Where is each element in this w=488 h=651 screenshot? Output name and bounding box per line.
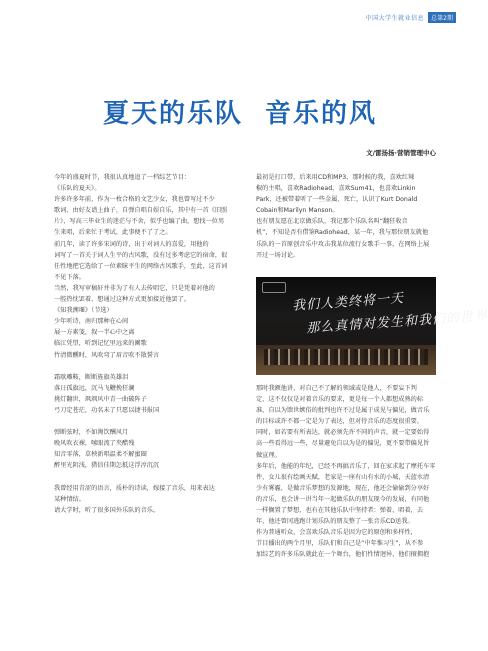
paragraph-line: 少有雾霾，是做音乐梦想的发源地，现在，他还会偷偷到分享好 [256,484,430,492]
paragraph-line: 多年后，他能的年纪，已经不再搞音乐了，回在家求起了摩托车零 [256,462,436,470]
paragraph-line: 不见下落。 [54,273,85,281]
paragraph-line: 晚风吹衣裸，嗦眼流了夹醋残 [54,440,135,448]
left-column [54,172,236,516]
paragraph-line: 最初是打口带，后来用CD和MP3，那时候的我，喜欢红辣 [256,174,415,181]
paragraph-line: 定，这不仅仅是对着音乐的要求，更是每一个人都想成熟的标 [256,396,424,404]
paragraph-line: Park，还被带着听了一些金属、死亡，认识了Kurt Donald [256,196,418,204]
paragraph-line: 节目播出的两个月里，乐队们和自己是“中年惟习生”，从不参 [256,540,424,548]
paragraph-line: 一腔热忱罢着，想通过这种方式更加接近他罢了。 [54,296,191,304]
paragraph-line: 的音乐，也会讲一讲当年一起做乐队的朋友现今的发展，有同他 [256,495,430,503]
paragraph-line: 高一些看得远一些，尽量避免自以为是的偏见，更不要带偏见旨 [256,440,430,448]
magazine-brand: 中国大学生就业信息 [365,15,425,22]
paragraph-line: 做宣理。 [256,451,281,459]
paragraph-line: 展一方素笺，叙一半心中之离 [54,329,135,337]
paragraph-line: 弹断弦时，不如淘饮酬风月 [54,429,129,437]
paragraph-line: 乐队的一首原创音乐中攻击我某位流行女歌手一事，在网络上展 [256,240,430,248]
paragraph-line: 《知我溯堰》（节选） [54,307,113,315]
paragraph-line: 当然，我写审稿轩并非为了有人去传唱它，只是凭着对他的 [54,284,215,292]
paragraph-line: 词写了一首关于词人生平的古风歌，没有过多考虑它的宿命，很 [54,251,228,259]
paragraph-line: 今年的盛夏时节，我很认真地追了一档综艺节目： [54,174,191,181]
paragraph-line: 竹清微醺时，风吹弯了眉音吹不散誓言 [54,351,160,359]
right-column-bottom [256,383,438,561]
paragraph-line: 一样搁置了梦想，也有在其他乐队中坚持者：弹着，唱着，去 [256,507,424,515]
paragraph-line: 开过一场讨论。 [256,251,300,259]
paragraph-line: 醉里光阴浅，猎信佳期怎抵这浮淳沉沉 [54,462,160,470]
issue-badge: 总第2期 [428,12,456,23]
paragraph-line: 椒的主唱，喜欢Radiohead，喜欢Sum41，也喜欢Linkin [256,185,416,193]
stanza-break [54,416,236,427]
paragraph-line: 歌词、由好友谱上曲子，自弹自唱自娱自乐，其中有一首《旧照 [54,207,228,215]
paragraph-line: 也有朋友愿在北京做乐队，我记那个乐队名叫“翻狂收音 [256,218,408,226]
paragraph-line: 准，自以为馈世嫉俗的批判也许不过是属于成见与偏见，做音乐 [256,407,430,415]
page-header [366,12,456,23]
stanza-break [54,361,236,372]
article-author: 文/雷扬扬·营销管理中心 [366,149,436,157]
concert-photo [256,277,488,375]
paragraph-line: 临江凭望，听到记忆里远来的阑歌 [54,340,147,348]
paragraph-line: Cobain和Marilyn Manson。 [256,207,339,215]
paragraph-line: 加综艺的许多乐队就此在一个舞台，他们性情迥异，他们擅拥抱 [256,551,430,559]
paragraph-line: 某种情结。 [54,495,85,503]
paragraph-line: 《乐队的夏天》。 [54,185,101,193]
paragraph-line: 前几年，读了许多宋词的诗，出于对词人的喜爱，用他的 [54,240,209,248]
paragraph-line: 知音零落，草秧新唱温柔不解蜜圈 [54,451,147,459]
paragraph-line: 弓刀定苍茫，功名未了只愿以捷书报国 [54,406,160,414]
paragraph-line: 任性地把它选给了一位素昧平生的网络古风歌手，至此，这首词 [54,262,228,270]
stage-banner-text-1: 我们人类终将一天 [291,291,405,314]
paragraph-line: 片》，写高三毕业生的迷茫与不舍，似乎也编了曲，想找一位男 [54,218,225,226]
paragraph-line: 许多许多年前，作为一枚合格的文艺少女，我也曾写过不少 [54,196,215,204]
paragraph-line: 生来唱，后来忙于考试，此事便不了了之。 [54,229,172,237]
paragraph-line: 的目标或许不都一定是为了表达，但对待音乐的态度很重要， [256,418,424,426]
paragraph-line: 请大学时，听了很多国外乐队的音乐。 [54,506,160,514]
paragraph-line: 霜歇雕鞍，断断旌旗英雄泪 [54,373,129,381]
article-title: 夏天的乐队 音乐的风 [102,99,378,129]
right-column-top [256,172,438,261]
performers-group [264,349,428,365]
paragraph-line: 我曾经用青涩的语言，质朴的诗读，嫁接了音乐，用来表达 [54,484,215,492]
paragraph-line: 作为普通听众，会喜欢乐队音乐是因为它的原创和多样性， [256,529,417,537]
paragraph-line: 年，他还曾冈逃跑计划乐队的朋友整了一张音乐CD送我。 [256,518,414,526]
paragraph-line: 落日孤旗远，沉马飞鞭挽狂澜 [54,384,135,392]
stanza-break [54,472,236,483]
stage-banner-text-2: 那么真情对发生和我们的世界 [305,308,488,337]
paragraph-line: 机”，不知是否有借鉴Radiohead，某一年，我与那位朋友就他 [256,229,429,237]
paragraph-line: 那时我额他讲，对自己不了解的领域或是他人，不要妄下判 [256,385,417,392]
paragraph-line: 同时，如若要有所表达，就必须先许不同的声音，就一定要始得 [256,429,430,437]
paragraph-line: 挑灯翻世，飒飒风中青一曲破阵子 [54,395,147,403]
paragraph-line: 件，女儿很有绘画天赋，老家是一座有山有水的小城，天蓝水清 [256,473,430,481]
show-logo-icon [262,282,286,293]
paragraph-line: 少年听诗，南归那种在心间 [54,318,129,326]
